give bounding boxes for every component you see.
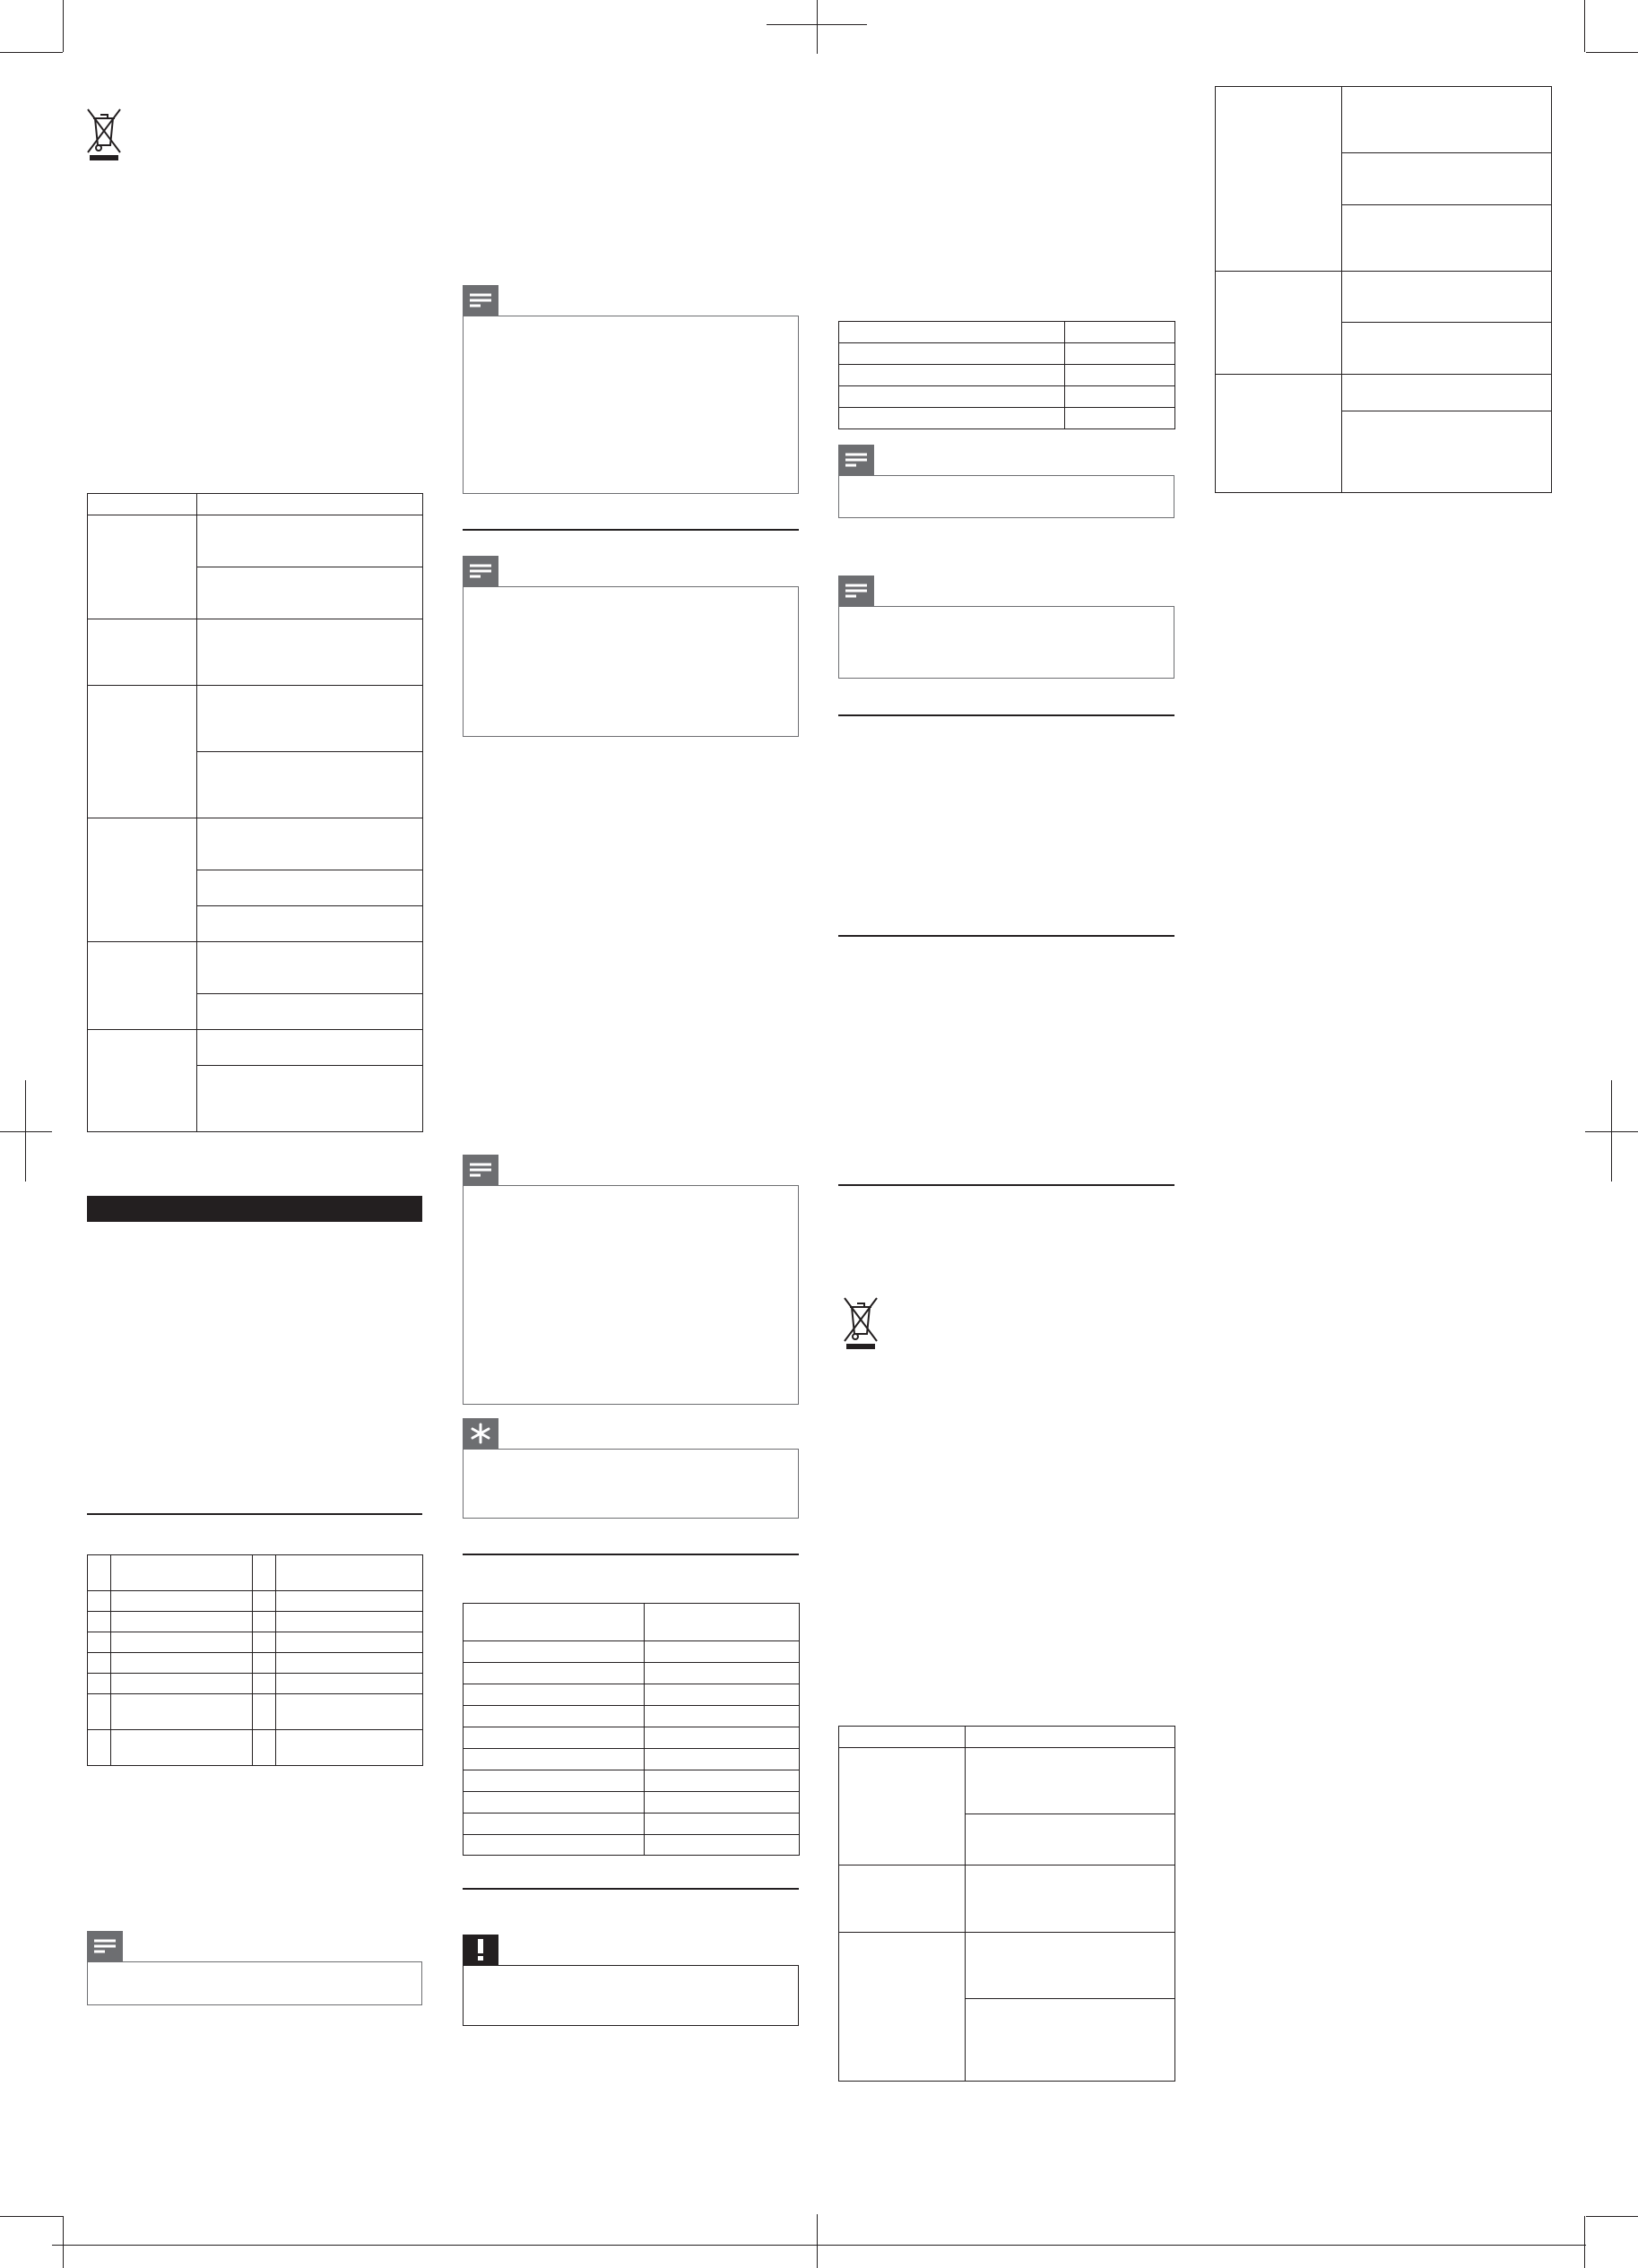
crop-mark — [1586, 52, 1638, 53]
table-row — [88, 1730, 423, 1766]
crop-mark — [817, 0, 818, 54]
table-header-row — [839, 1727, 1175, 1748]
note-icon — [463, 285, 498, 316]
note-box — [463, 586, 799, 737]
table-column-1-controls — [87, 1554, 423, 1766]
table-row — [88, 1632, 423, 1653]
table-row — [839, 343, 1175, 365]
table-row — [839, 1933, 1175, 1999]
section-divider — [463, 1554, 799, 1555]
table-row — [464, 1770, 800, 1792]
tip-box — [463, 1449, 799, 1519]
table-row — [1216, 375, 1552, 411]
table-row — [1216, 87, 1552, 153]
section-divider — [87, 1513, 422, 1515]
section-divider — [838, 714, 1174, 716]
table-row — [88, 515, 423, 567]
table-row — [839, 365, 1175, 386]
table-row — [88, 619, 423, 686]
crop-mark — [0, 2216, 63, 2217]
weee-disposal-icon — [84, 106, 124, 161]
crop-mark — [25, 1080, 26, 1182]
section-divider — [838, 1184, 1174, 1186]
caution-tab — [463, 1935, 498, 1965]
table-row — [839, 408, 1175, 429]
table-row — [88, 1653, 423, 1674]
table-row — [464, 1641, 800, 1663]
table-row — [88, 1591, 423, 1612]
table-row — [464, 1792, 800, 1814]
note-box — [463, 316, 799, 494]
table-row — [839, 1748, 1175, 1814]
section-divider — [463, 1888, 799, 1890]
crop-mark — [1584, 2216, 1585, 2268]
note-tab — [463, 285, 498, 316]
crop-mark — [1586, 2216, 1638, 2217]
tip-icon — [463, 1418, 498, 1449]
section-divider — [838, 935, 1174, 937]
crop-mark — [1611, 1080, 1612, 1182]
table-row — [88, 1612, 423, 1632]
table-row — [88, 1555, 423, 1591]
crop-mark — [63, 2216, 64, 2268]
crop-mark — [0, 1131, 52, 1132]
note-icon — [838, 445, 874, 475]
table-row — [464, 1814, 800, 1835]
note-icon — [463, 1155, 498, 1185]
crop-mark — [0, 52, 63, 53]
table-row — [839, 322, 1175, 343]
note-tab — [838, 445, 874, 475]
note-icon — [87, 1931, 123, 1961]
crop-mark — [63, 0, 64, 52]
table-row — [88, 686, 423, 752]
table-row — [88, 1694, 423, 1730]
table-column-1 — [87, 493, 423, 1132]
table-row — [839, 1865, 1175, 1933]
table-column-3-small — [838, 321, 1175, 429]
note-tab — [87, 1931, 123, 1961]
table-column-4-troubleshooting — [1215, 86, 1552, 493]
section-divider — [463, 529, 799, 531]
table-row — [464, 1835, 800, 1856]
note-tab — [838, 576, 874, 606]
table-row — [464, 1706, 800, 1727]
note-box — [838, 606, 1174, 679]
table-row — [464, 1727, 800, 1749]
note-box — [838, 475, 1174, 518]
note-tab — [463, 556, 498, 586]
note-icon — [838, 576, 874, 606]
page-edge-line — [52, 2245, 1586, 2246]
caution-box — [463, 1965, 799, 2026]
table-row — [88, 818, 423, 870]
note-box — [463, 1185, 799, 1405]
note-icon — [463, 556, 498, 586]
weee-disposal-icon — [841, 1294, 880, 1350]
table-row — [88, 942, 423, 994]
table-row — [1216, 272, 1552, 323]
note-box — [87, 1961, 422, 2005]
table-column-3-troubleshooting — [838, 1726, 1175, 2082]
table-row — [88, 1030, 423, 1066]
table-column-2-specs — [463, 1603, 800, 1856]
table-row — [839, 386, 1175, 408]
table-header-row — [88, 494, 423, 515]
crop-mark — [1584, 0, 1585, 52]
section-heading-banner — [87, 1196, 422, 1222]
tip-tab — [463, 1418, 498, 1449]
table-row — [464, 1749, 800, 1770]
table-row — [464, 1684, 800, 1706]
table-header-row — [464, 1604, 800, 1641]
caution-icon — [463, 1935, 498, 1965]
crop-mark — [817, 2214, 818, 2268]
note-tab — [463, 1155, 498, 1185]
table-row — [464, 1663, 800, 1684]
table-row — [88, 1674, 423, 1694]
